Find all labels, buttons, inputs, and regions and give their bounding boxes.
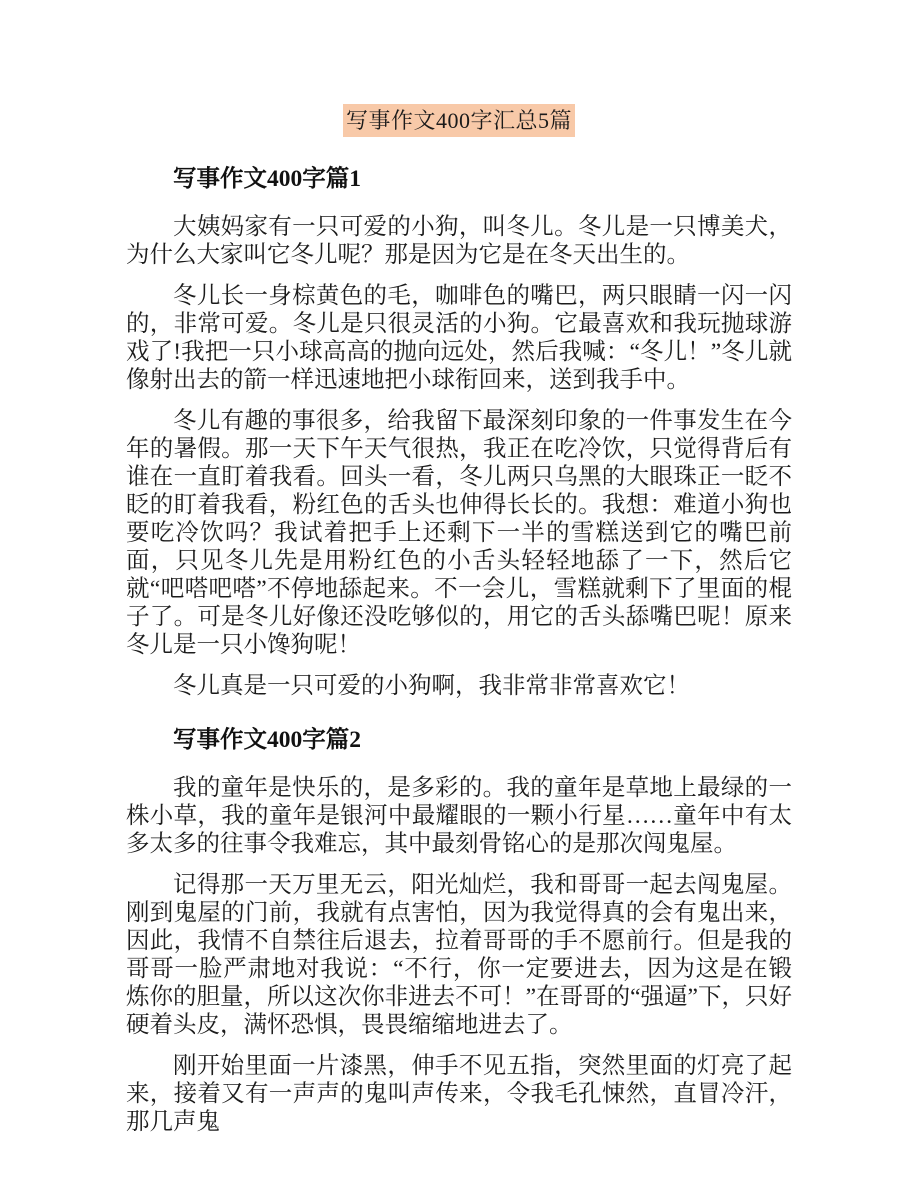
section-heading: 写事作文400字篇2 [173,727,361,753]
essay-paragraph: 冬儿有趣的事很多，给我留下最深刻印象的一件事发生在今年的暑假。那一天下午天气很热，我正在吃冷饮，只觉得背后有谁在一直盯着我看。回头一看，冬儿两只乌黑的大眼珠正一眨不眨的盯着我看，粉红色的舌头也伸得长长的。我想：难道小狗也要吃冷饮吗？我试着把手上还剩下一半的雪糕送到它的嘴巴前面，只见冬儿先是用粉红色的小舌头轻轻地舔了一下，然后它就“吧嗒吧嗒”不停地舔起来。不一会儿，雪糕就剩下了里面的棍子了。可是冬儿好像还没吃够似的，用它的舌头舔嘴巴呢！原来冬儿是一只小馋狗呢！ [126,408,792,658]
essay-paragraph: 刚开始里面一片漆黑，伸手不见五指，突然里面的灯亮了起来，接着又有一声声的鬼叫声传来，令我毛孔悚然，直冒冷汗，那几声鬼 [126,1053,792,1135]
section-heading: 写事作文400字篇1 [173,166,361,192]
document-title-highlight: 写事作文400字汇总5篇 [343,104,575,137]
essay-sections [126,165,792,1136]
essay-paragraph: 我的童年是快乐的，是多彩的。我的童年是草地上最绿的一株小草，我的童年是银河中最耀眼的一颗小行星……童年中有太多太多的往事令我难忘，其中最刻骨铭心的是那次闯鬼屋。 [126,775,792,857]
essay-paragraph: 冬儿长一身棕黄色的毛，咖啡色的嘴巴，两只眼睛一闪一闪的，非常可爱。冬儿是只很灵活的小狗。它最喜欢和我玩抛球游戏了!我把一只小球高高的抛向远处，然后我喊：“冬儿！”冬儿就像射出去的箭一样迅速地把小球衔回来，送到我手中。 [126,283,792,393]
essay-paragraph: 记得那一天万里无云，阳光灿烂，我和哥哥一起去闯鬼屋。刚到鬼屋的门前，我就有点害怕，因为我觉得真的会有鬼出来，因此，我情不自禁往后退去，拉着哥哥的手不愿前行。但是我的哥哥一脸严肃地对我说：“不行，你一定要进去，因为这是在锻炼你的胆量，所以这次你非进去不可！”在哥哥的“强逼”下，只好硬着头皮，满怀恐惧，畏畏缩缩地进去了。 [126,872,792,1038]
essay-paragraph: 大姨妈家有一只可爱的小狗，叫冬儿。冬儿是一只博美犬，为什么大家叫它冬儿呢？那是因为它是在冬天出生的。 [126,214,792,268]
essay-paragraph: 冬儿真是一只可爱的小狗啊，我非常非常喜欢它！ [173,673,690,699]
document-title [126,104,792,137]
